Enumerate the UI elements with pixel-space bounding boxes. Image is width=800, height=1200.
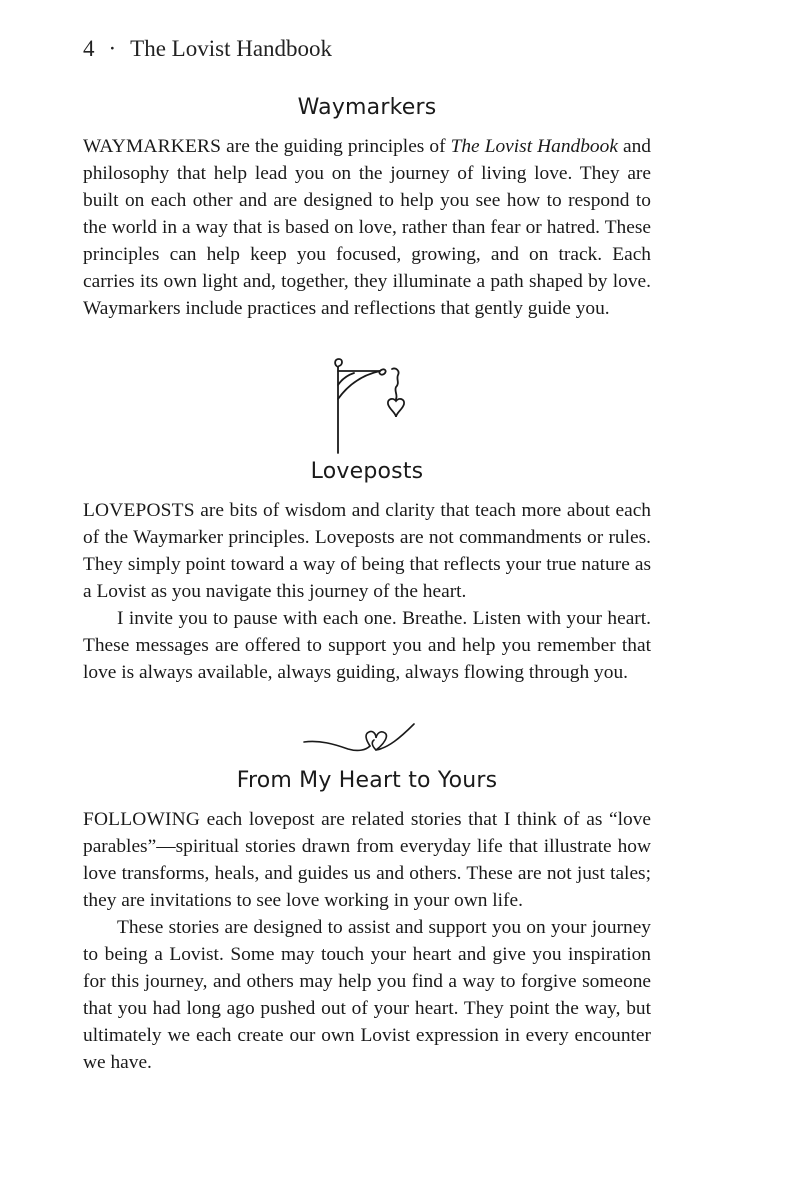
- paragraph-text: and philosophy that help lead you on the journey of living love. They are built on each other and are designed to help you see how to respond to the world in a way that is based on love, rather than fear or hatred. These principles can help keep you focused, growing, and on track. Each carries its own light and, together, they illuminate a path shaped by love. Waymarkers include practices and reflections that gently guide you.: [83, 136, 651, 319]
- signpost-heart-icon: [330, 357, 420, 457]
- page-number: 4: [83, 36, 95, 61]
- book-title-italic: The Lovist Handbook: [450, 136, 618, 157]
- paragraph-text: are the guiding principles of: [221, 136, 451, 157]
- heart-section-body: [83, 806, 651, 1076]
- waymarkers-paragraph: [83, 133, 651, 322]
- paragraph-text: are bits of wisdom and clarity that teach more about each of the Waymarker principles. Loveposts are not commandments or rules. They simply point toward a way of being that reflects your true nature as a Lovist as you navigate this journey of the heart.: [83, 500, 651, 602]
- heading-from-my-heart: From My Heart to Yours: [236, 768, 498, 793]
- lead-word: WAYMARKERS: [83, 136, 222, 157]
- lead-word: FOLLOWING: [83, 809, 201, 830]
- heading-loveposts: Loveposts: [310, 459, 424, 484]
- loveposts-body: [83, 497, 651, 686]
- loveposts-paragraph: I invite you to pause with each one. Breathe. Listen with your heart. These messages are offered to support you and help you remember that love is always available, always guiding, always flowing through you.: [83, 608, 651, 683]
- heading-waymarkers: Waymarkers: [297, 95, 437, 120]
- book-title: The Lovist Handbook: [130, 36, 333, 61]
- heart-section-paragraph: These stories are designed to assist and support you on your journey to being a Lovist. Some may touch your heart and give you inspiration for this journey, and others may help you find a way to forgive someone that you had long ago pushed out of your heart. They point the way, but ultimately we each create our own Lovist expression in every encounter we have.: [83, 917, 651, 1073]
- header-separator: ·: [108, 36, 117, 61]
- lead-word: LOVEPOSTS: [83, 500, 195, 521]
- heart-swirl-icon: [300, 722, 420, 758]
- heart-section-paragraph: [83, 806, 651, 914]
- running-head: [83, 36, 332, 62]
- loveposts-paragraph: [83, 497, 651, 605]
- paragraph-text: each lovepost are related stories that I think of as “love parables”—spiritual stories drawn from everyday life that illustrate how love transforms, heals, and guides us and others. These are not just tales; they are invitations to see love working in your own life.: [83, 809, 651, 911]
- waymarkers-body: [83, 133, 651, 322]
